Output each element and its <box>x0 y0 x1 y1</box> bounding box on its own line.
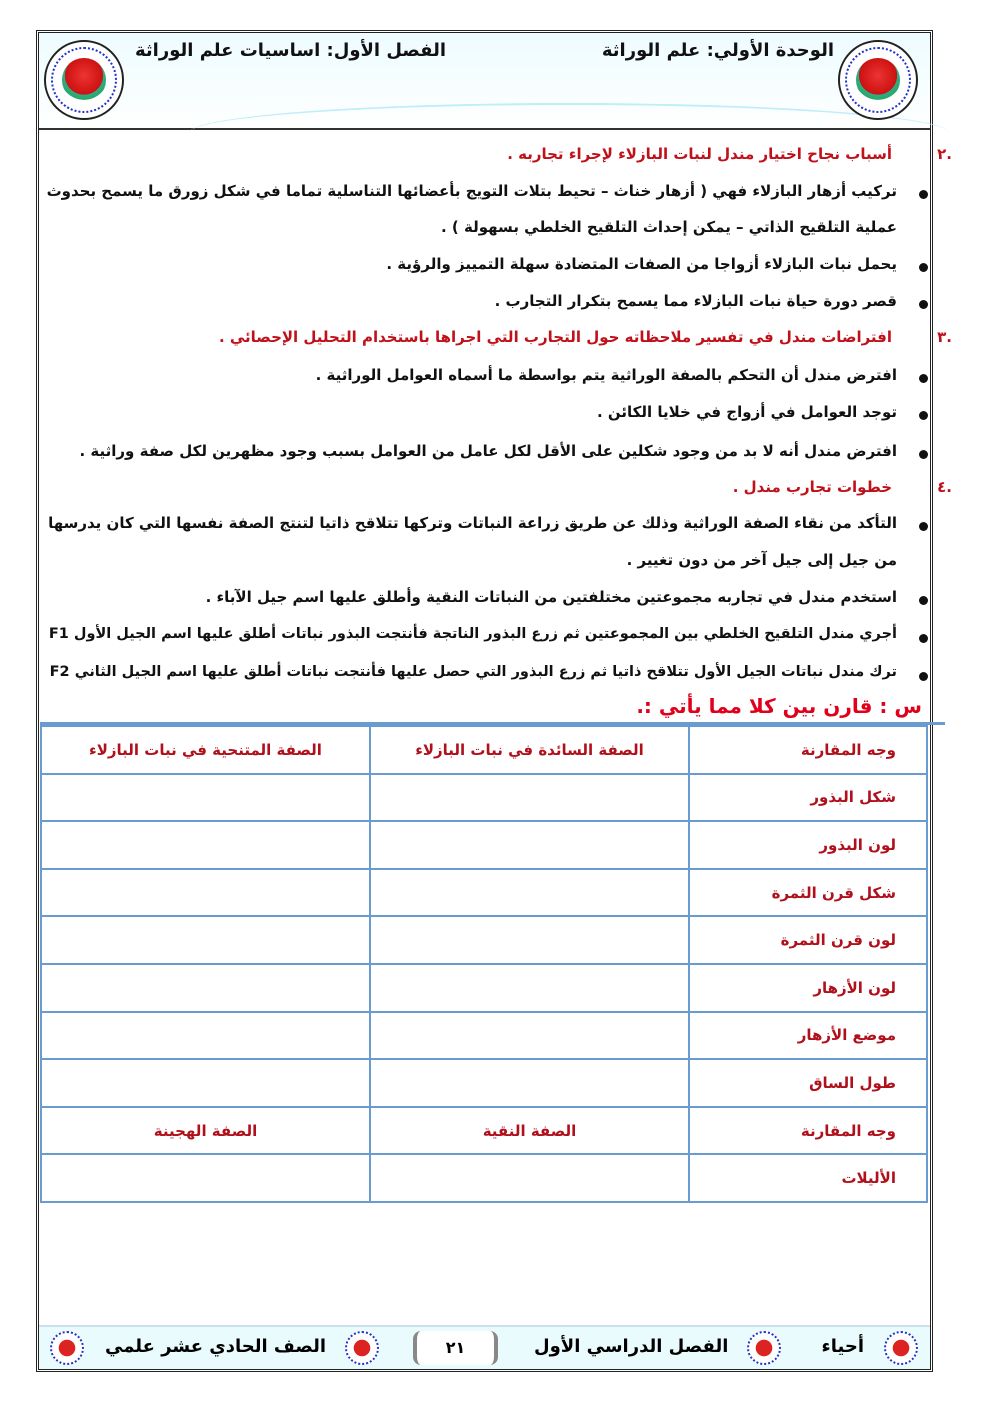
answer-cell[interactable] <box>41 964 370 1012</box>
answer-cell[interactable] <box>370 1012 689 1060</box>
answer-cell[interactable] <box>370 869 689 917</box>
bullet-icon <box>919 522 928 531</box>
answer-cell: الصفة السائدة في نبات البازلاء <box>370 726 689 774</box>
answer-cell[interactable] <box>370 964 689 1012</box>
row-label: شكل البذور <box>689 774 927 822</box>
answer-cell: الصفة المتنحية في نبات البازلاء <box>41 726 370 774</box>
answer-cell[interactable] <box>41 774 370 822</box>
row-label: لون الأزهار <box>689 964 927 1012</box>
answer-cell: الصفة النقية <box>370 1107 689 1155</box>
footer-logo <box>50 1331 84 1365</box>
bullet-text: ترك مندل نباتات الجيل الأول تتلاقح ذاتيا ثم زرع البذور التي حصل عليها فأنتجت نباتات أطلق عليها اسم الجيل الثاني F2 <box>49 664 897 680</box>
bullet-text: التأكد من نقاء الصفة الوراثية وذلك عن طريق زراعة النباتات وتركها تتلاقح ذاتيا لتنتج الصفة نفسها التي كان يدرسها <box>48 514 897 532</box>
answer-cell[interactable] <box>41 1154 370 1202</box>
row-label: وجه المقارنة <box>689 726 927 774</box>
bullet-text: عملية التلقيح الذاتي – يمكن إحداث التلقيح الخلطي بسهولة ) . <box>441 218 897 236</box>
answer-cell[interactable] <box>41 916 370 964</box>
footer-logo <box>747 1331 781 1365</box>
footer-grade: الصف الحادي عشر علمي <box>105 1336 327 1357</box>
table-header-row <box>41 726 927 774</box>
bullet-text: قصر دورة حياة نبات البازلاء مما يسمح بتكرار التجارب . <box>494 292 897 310</box>
school-logo-left <box>44 40 124 120</box>
comparison-table <box>40 725 928 1203</box>
footer-logo <box>884 1331 918 1365</box>
bullet-icon <box>919 374 928 383</box>
bullet-text: افترض مندل أنه لا بد من وجود شكلين على الأقل لكل عامل من العوامل بسبب وجود مظهرين لكل صفة وراثية . <box>79 442 897 460</box>
answer-cell[interactable] <box>41 821 370 869</box>
section-title: افتراضات مندل في تفسير ملاحظاته حول التجارب التي اجراها باستخدام التحليل الإحصائي . <box>218 328 892 346</box>
table-row <box>41 1012 927 1060</box>
header-swoosh <box>189 103 949 133</box>
bullet-icon <box>919 672 928 681</box>
section-number: ٢. <box>937 145 952 163</box>
bullet-text: أجري مندل التلقيح الخلطي بين المجموعتين ثم زرع البذور الناتجة فأنتجت البذور نباتات أطلق عليها اسم الجيل الأول F1 <box>48 626 897 642</box>
bullet-icon <box>919 300 928 309</box>
question-heading: س : قارن بين كلا مما يأتي :. <box>636 694 922 718</box>
answer-cell[interactable] <box>370 1059 689 1107</box>
bullet-icon <box>919 263 928 272</box>
bullet-text: يحمل نبات البازلاء أزواجا من الصفات المتضادة سهلة التمييز والرؤية . <box>386 255 897 273</box>
table-row <box>41 774 927 822</box>
row-label: شكل قرن الثمرة <box>689 869 927 917</box>
row-label: موضع الأزهار <box>689 1012 927 1060</box>
answer-cell: الصفة الهجينة <box>41 1107 370 1155</box>
answer-cell[interactable] <box>370 821 689 869</box>
section-number: ٣. <box>937 328 952 346</box>
row-label: لون قرن الثمرة <box>689 916 927 964</box>
row-label: لون البذور <box>689 821 927 869</box>
bullet-icon <box>919 190 928 199</box>
footer-subject: أحياء <box>821 1336 864 1357</box>
bullet-icon <box>919 634 928 643</box>
bullet-icon <box>919 450 928 459</box>
row-label: وجه المقارنة <box>689 1107 927 1155</box>
row-label: الأليلات <box>689 1154 927 1202</box>
table-row <box>41 1059 927 1107</box>
row-label: طول الساق <box>689 1059 927 1107</box>
table-header-row <box>41 1107 927 1155</box>
answer-cell[interactable] <box>370 774 689 822</box>
answer-cell[interactable] <box>370 1154 689 1202</box>
table-row <box>41 869 927 917</box>
bullet-text: من جيل إلى جيل آخر من دون تغيير . <box>626 551 897 569</box>
footer-logo <box>345 1331 379 1365</box>
school-logo-right <box>838 40 918 120</box>
section-title: أسباب نجاح اختيار مندل لنبات البازلاء لإجراء تجاربه . <box>507 145 892 163</box>
bullet-icon <box>919 596 928 605</box>
table-row <box>41 916 927 964</box>
answer-cell[interactable] <box>41 869 370 917</box>
footer-semester: الفصل الدراسي الأول <box>534 1336 729 1357</box>
table-row <box>41 821 927 869</box>
table-row <box>41 1154 927 1202</box>
bullet-text: توجد العوامل في أزواج في خلايا الكائن . <box>597 403 897 421</box>
chapter-title: الفصل الأول: اساسيات علم الوراثة <box>135 40 447 61</box>
bullet-icon <box>919 411 928 420</box>
section-title: خطوات تجارب مندل . <box>732 478 892 496</box>
answer-cell[interactable] <box>41 1012 370 1060</box>
bullet-text: استخدم مندل في تجاربه مجموعتين مختلفتين من النباتات النقية وأطلق عليها اسم جيل الآباء . <box>205 588 897 606</box>
answer-cell[interactable] <box>41 1059 370 1107</box>
bullet-text: افترض مندل أن التحكم بالصفة الوراثية يتم بواسطة ما أسماه العوامل الوراثية . <box>315 366 897 384</box>
bullet-text: تركيب أزهار البازلاء فهي ( أزهار خناث – تحيط بتلات التويج بأعضائها التناسلية تماما في شكل زورق ما يسمح بحدوث <box>46 182 897 200</box>
unit-title: الوحدة الأولي: علم الوراثة <box>601 40 834 61</box>
answer-cell[interactable] <box>370 916 689 964</box>
table-row <box>41 964 927 1012</box>
page-number: ٢١ <box>413 1331 498 1365</box>
section-number: ٤. <box>937 478 952 496</box>
